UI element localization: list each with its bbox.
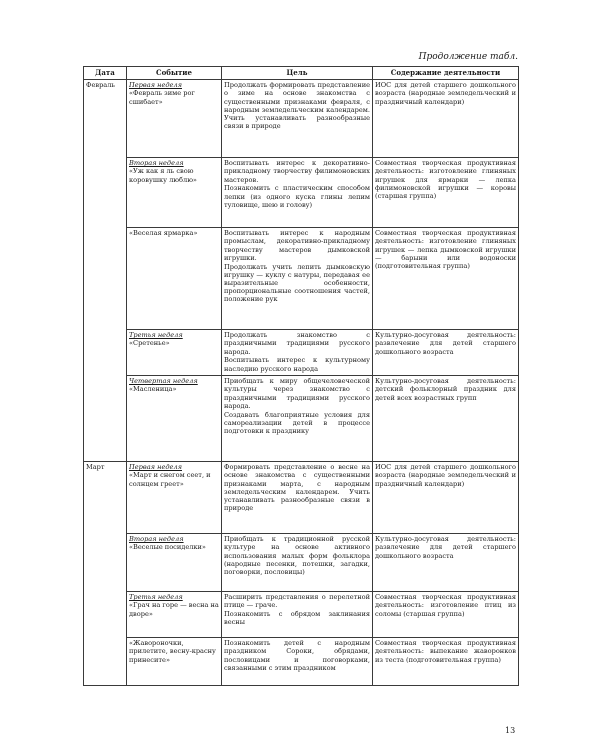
goal-text: Воспитывать интерес к декоративно-прикладному творчеству филимоновских мастеров. [224, 159, 370, 184]
event-title: «Грач на горе — весна на дворе» [129, 601, 219, 618]
goal-text: Приобщать к традиционной русской культуре на основе активного использования малых форм фольклора (народные песенки, потешки, загадки, поговорки, пословицы) [224, 535, 370, 577]
content-text: Культурно-досуговая деятельность: детский фольклорный праздник для детей всех возрастных групп [375, 377, 516, 402]
table-header-row [84, 67, 519, 80]
event-cell [127, 330, 222, 376]
content-text: Культурно-досуговая деятельность: развлечение для детей старшего дошкольного возраста [375, 535, 516, 560]
goal-text: Продолжать учить лепить дымковскую игрушку — куклу с натуры, передавая ее выразительные особенности, пропорциональные соотношения частей, положение рук [224, 262, 370, 304]
table-row [84, 462, 519, 534]
content-cell [373, 228, 519, 330]
content-text: Совместная творческая продуктивная деятельность: выпекание жаворонков из теста (подготовительная группа) [375, 639, 516, 664]
week-label: Вторая неделя [129, 535, 184, 544]
goal-cell [222, 376, 373, 462]
event-cell [127, 228, 222, 330]
goal-text: Познакомить с обрядом заклинания весны [224, 610, 370, 627]
content-cell [373, 534, 519, 592]
content-cell [373, 638, 519, 686]
goal-text: Продолжать формировать представление о зиме на основе знакомства с существенными признаками февраля, с народным земледельческим календарем. Учить устанавливать разнообразные связи в природе [224, 81, 370, 131]
continuation-label: Продолжение табл. [418, 52, 518, 62]
goal-text: Расширить представления о перелетной птице — граче. [224, 593, 370, 610]
column-header-content: Содержание деятельности [373, 67, 519, 80]
event-title: «Веселая ярмарка» [129, 229, 198, 238]
content-cell [373, 376, 519, 462]
event-cell [127, 462, 222, 534]
goal-cell [222, 330, 373, 376]
goal-text: Познакомить детей с народным праздником Сороки, обрядами, пословицами и поговорками, связанными с этим праздником [224, 639, 370, 672]
week-label: Третья неделя [129, 331, 183, 340]
content-text: Совместная творческая продуктивная деятельность: изготовление глиняных игрушек — лепка дымковской игрушки — барыни или водоноски (подготовительная группа) [375, 229, 516, 271]
table-row [84, 592, 519, 638]
content-cell [373, 80, 519, 158]
goal-text: Познакомить с пластическим способом лепки (из одного куска глины лепим туловище, шею и голову) [224, 184, 370, 209]
goal-cell [222, 462, 373, 534]
goal-cell [222, 158, 373, 228]
event-title: «Масленица» [129, 385, 177, 394]
week-label: Вторая неделя [129, 159, 184, 168]
goal-text: Воспитывать интерес к культурному наследию русского народа [224, 356, 370, 373]
column-header-date: Дата [84, 67, 127, 80]
table-row [84, 376, 519, 462]
goal-cell [222, 592, 373, 638]
event-cell [127, 80, 222, 158]
event-title: «Жавороночки, прилетите, весну-красну принесите» [129, 639, 216, 664]
event-title: «Февраль зиме рог сшибает» [129, 89, 195, 106]
event-title: «Уж как я ль свою коровушку люблю» [129, 167, 197, 184]
content-text: Совместная творческая продуктивная деятельность: изготовление глиняных игрушек для ярмарки — лепка филимоновской игрушки — коровы (старшая группа) [375, 159, 516, 201]
goal-cell [222, 80, 373, 158]
content-cell [373, 592, 519, 638]
content-text: ИОС для детей старшего дошкольного возраста (народные земледельческий и праздничный календари) [375, 463, 516, 488]
goal-cell [222, 638, 373, 686]
goal-text: Приобщать к миру общечеловеческой культуры через знакомство с праздничными традициями русского народа. [224, 377, 370, 410]
goal-text: Продолжать знакомство с праздничными традициями русского народа. [224, 331, 370, 356]
content-cell [373, 158, 519, 228]
event-cell [127, 158, 222, 228]
month-cell: Март [84, 462, 127, 686]
event-title: «Март и снегом сеет, и солнцем греет» [129, 471, 211, 488]
page-number: 13 [505, 726, 516, 735]
event-cell [127, 534, 222, 592]
event-cell [127, 638, 222, 686]
week-label: Четвертая неделя [129, 377, 198, 386]
goal-cell [222, 228, 373, 330]
column-header-event: Событие [127, 67, 222, 80]
goal-text: Формировать представление о весне на основе знакомства с существенными признаками марта, с народным земледельческим календарем. Учить устанавливать разнообразные связи в природе [224, 463, 370, 513]
event-cell [127, 376, 222, 462]
event-title: «Веселые посиделки» [129, 543, 206, 552]
goal-text: Создавать благоприятные условия для самореализации детей в процессе подготовки к празднику [224, 410, 370, 435]
table-row [84, 330, 519, 376]
goal-text: Воспитывать интерес к народным промыслам, декоративно-прикладному творчеству мастеров дымковской игрушки. [224, 229, 370, 262]
goal-cell [222, 534, 373, 592]
activity-table [83, 66, 519, 686]
week-label: Третья неделя [129, 593, 183, 602]
content-cell [373, 462, 519, 534]
table-row [84, 158, 519, 228]
week-label: Первая неделя [129, 81, 182, 90]
week-label: Первая неделя [129, 463, 182, 472]
table-row [84, 228, 519, 330]
month-cell: Февраль [84, 80, 127, 462]
event-cell [127, 592, 222, 638]
content-text: Культурно-досуговая деятельность: развлечение для детей старшего дошкольного возраста [375, 331, 516, 356]
column-header-goal: Цель [222, 67, 373, 80]
table-row [84, 80, 519, 158]
content-text: ИОС для детей старшего дошкольного возраста (народные земледельческий и праздничный календари) [375, 81, 516, 106]
content-text: Совместная творческая продуктивная деятельность: изготовление птиц из соломы (старшая группа) [375, 593, 516, 618]
table-row [84, 638, 519, 686]
content-cell [373, 330, 519, 376]
table-row [84, 534, 519, 592]
event-title: «Сретенье» [129, 339, 170, 348]
